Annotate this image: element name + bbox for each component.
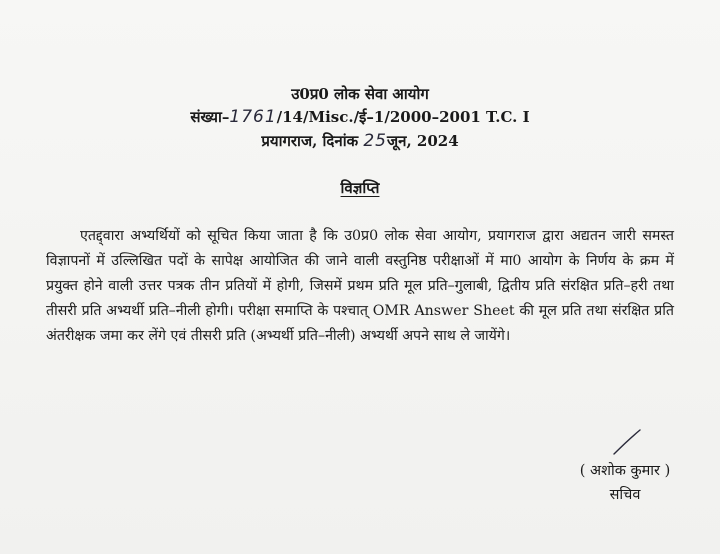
- ref-prefix: संख्या–: [190, 108, 230, 126]
- reference-number: [0, 107, 720, 127]
- date-prefix: प्रयागराज, दिनांक: [261, 132, 359, 150]
- date-handwritten-day: 25: [363, 131, 387, 151]
- organization-name: [0, 84, 720, 104]
- notice-body-paragraph: एतद्द्वारा अभ्यर्थियों को सूचित किया जाता है कि उ0प्र0 लोक सेवा आयोग, प्रयागराज द्वारा अद्यतन जारी समस्त विज्ञापनों में उल्लिखित पदों के सापेक्ष आयोजित की जाने वाली वस्तुनिष्ठ परीक्षाओं में मा0 आयोग के निर्णय के क्रम में प्रयुक्त होने वाली उत्तर पत्रक तीन प्रतियों में होगी, जिसमें प्रथम प्रति मूल प्रति–गुलाबी, द्वितीय प्रति संरक्षित प्रति–हरी तथा तीसरी प्रति अभ्यर्थी प्रति–नीली होगी। परीक्षा समाप्ति के पश्चात् OMR Answer Sheet की मूल प्रति तथा संरक्षित प्रति अंतरीक्षक जमा कर लेंगे एवं तीसरी प्रति (अभ्यर्थी प्रति–नीली) अभ्यर्थी अपने साथ ले जायेंगे।: [46, 228, 674, 344]
- signature-icon: [612, 428, 642, 456]
- notice-body: [46, 224, 674, 349]
- signatory-designation: सचिव: [609, 487, 641, 503]
- notice-title-text: विज्ञप्ति: [340, 179, 380, 197]
- date-suffix: जून, 2024: [386, 132, 459, 150]
- org-name-text: उ0प्र0 लोक सेवा आयोग: [291, 85, 429, 103]
- ref-suffix: /14/Misc./ई–1/2000–2001 T.C. I: [276, 108, 530, 126]
- place-and-date: [0, 131, 720, 151]
- notice-title: [0, 178, 720, 198]
- ref-handwritten-number: 1761: [229, 107, 277, 127]
- signatory-name: ( अशोक कुमार ): [579, 463, 671, 479]
